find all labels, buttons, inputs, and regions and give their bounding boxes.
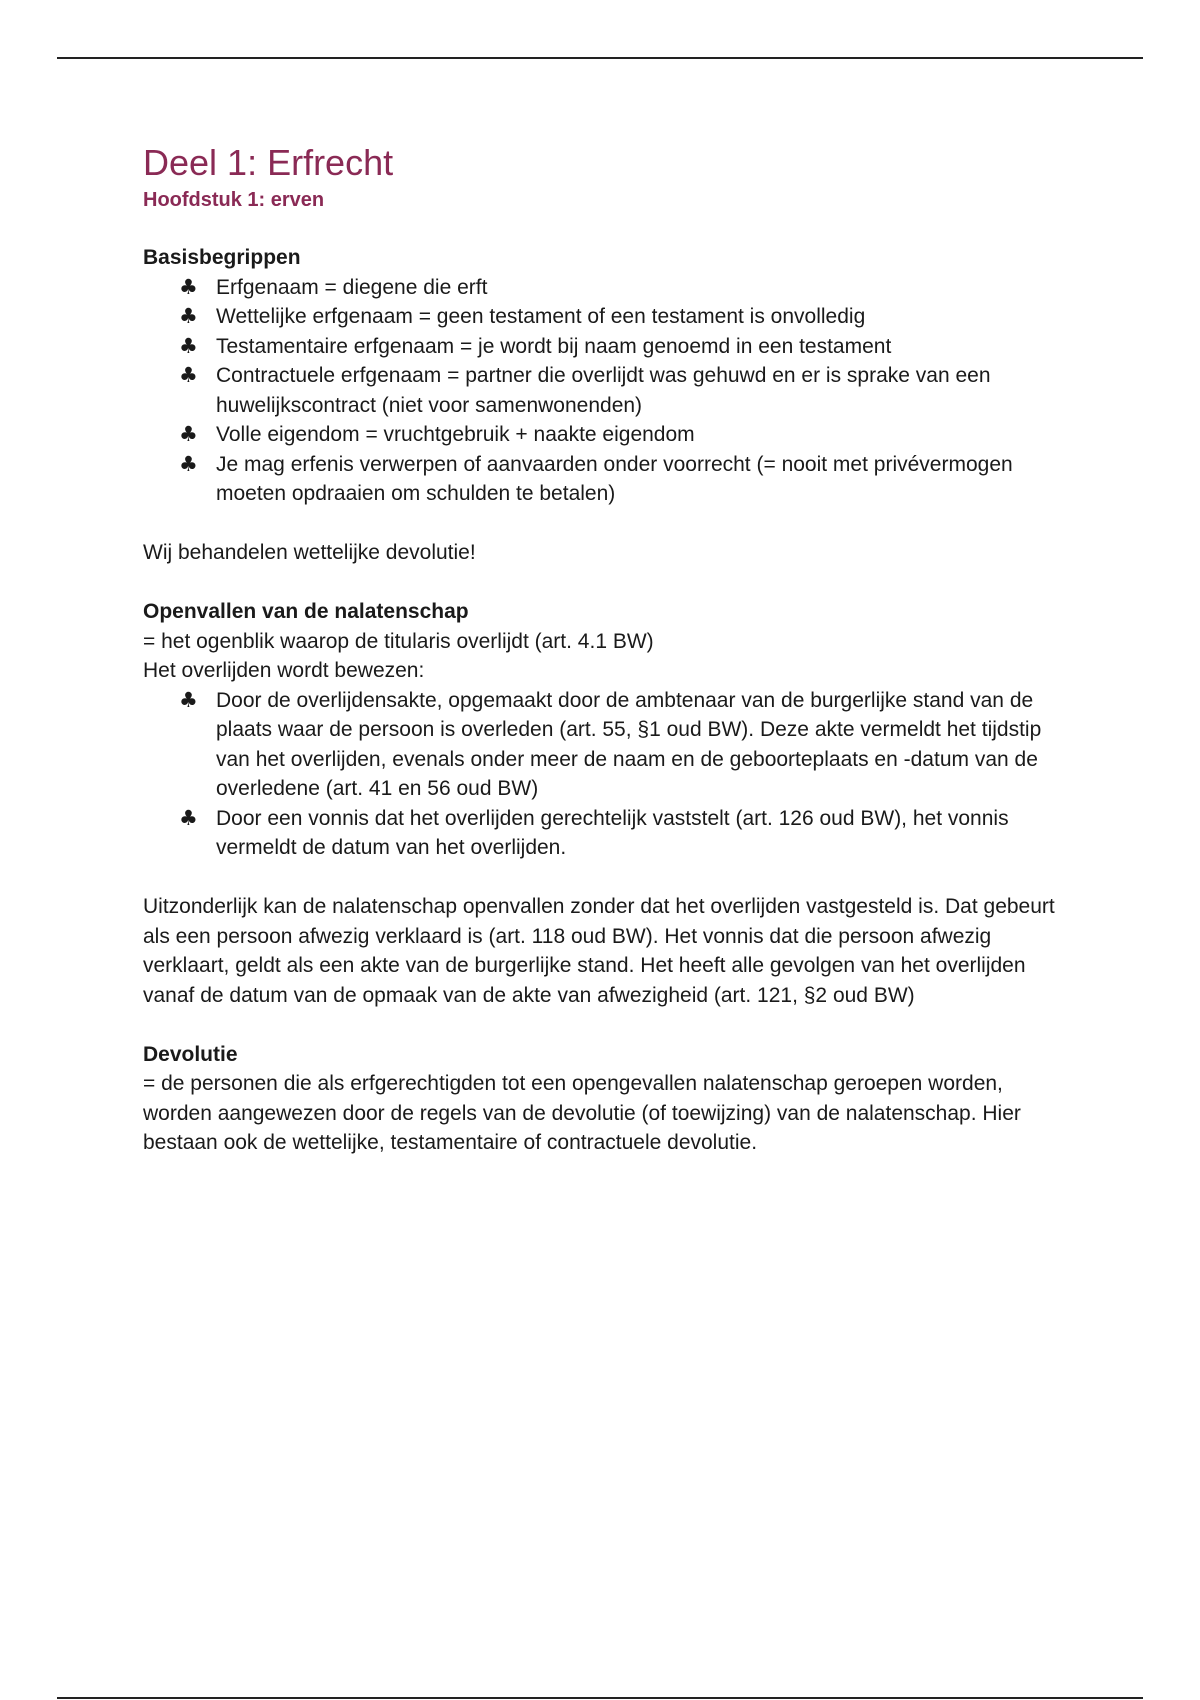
list-item: ♣ Je mag erfenis verwerpen of aanvaarden onder voorrecht (= nooit met privévermogen moeten opdraaien om schulden te betalen): [179, 451, 1013, 505]
document-body: [143, 140, 1073, 1158]
club-bullet-icon: ♣: [179, 304, 198, 328]
list-item: ♣ Door de overlijdensakte, opgemaakt door de ambtenaar van de burgerlijke stand van de plaats waar de persoon is overleden (art. 55, §1 oud BW). Deze akte vermeldt het tijdstip van het overlijden, evenals onder meer de naam en de geboorteplaats en -datum van de overledene (art. 41 en 56 oud BW): [179, 687, 1042, 800]
section-heading-devolutie: Devolutie: [143, 1042, 238, 1066]
club-bullet-icon: ♣: [179, 805, 198, 830]
openvallen-bullet-list: [143, 686, 1073, 863]
list-item: ♣ Erfgenaam = diegene die erft: [143, 273, 1073, 303]
club-bullet-icon: ♣: [179, 422, 198, 446]
list-item: ♣ Volle eigendom = vruchtgebruik + naakte eigendom: [143, 420, 1073, 450]
club-bullet-icon: ♣: [179, 274, 198, 299]
club-bullet-icon: ♣: [179, 363, 198, 387]
openvallen-definition: = het ogenblik waarop de titularis overlijdt (art. 4.1 BW): [143, 629, 654, 653]
section-heading-openvallen: Openvallen van de nalatenschap: [143, 600, 469, 623]
list-item: ♣ Door een vonnis dat het overlijden gerechtelijk vaststelt (art. 126 oud BW), het vonnis vermeldt de datum van het overlijden.: [179, 805, 1009, 859]
afwezigheid-paragraph: Uitzonderlijk kan de nalatenschap openvallen zonder dat het overlijden vastgesteld is. Dat gebeurt als een persoon afwezig verklaard is (art. 118 oud BW). Het vonnis dat die persoon afwezig verklaart, geldt als een akte van de burgerlijke stand. Het heeft alle gevolgen van het overlijden vanaf de datum van de opmaak van de akte van afwezigheid (art. 121, §2 oud BW): [143, 895, 1055, 1007]
list-item: ♣ Contractuele erfgenaam = partner die overlijdt was gehuwd en er is sprake van een huwelijkscontract (niet voor samenwonenden): [179, 363, 991, 417]
wettelijke-devolutie-note: Wij behandelen wettelijke devolutie!: [143, 541, 476, 564]
chapter-subtitle: Hoofdstuk 1: erven: [143, 189, 325, 211]
footer-rule: [57, 1697, 1143, 1699]
basis-bullet-list: [143, 273, 1073, 509]
club-bullet-icon: ♣: [179, 451, 198, 476]
list-item: ♣ Wettelijke erfgenaam = geen testament of een testament is onvolledig: [143, 302, 1073, 332]
section-heading-basisbegrippen: Basisbegrippen: [143, 246, 301, 269]
club-bullet-icon: ♣: [179, 333, 198, 358]
openvallen-intro: Het overlijden wordt bewezen:: [143, 659, 425, 682]
list-item: ♣ Testamentaire erfgenaam = je wordt bij naam genoemd in een testament: [143, 332, 1073, 362]
devolutie-paragraph: = de personen die als erfgerechtigden tot een opengevallen nalatenschap geroepen worden, worden aangewezen door de regels van de devolutie (of toewijzing) van de nalatenschap. Hier bestaan ook de wettelijke, testamentaire of contractuele devolutie.: [143, 1072, 1021, 1154]
club-bullet-icon: ♣: [179, 687, 198, 712]
page-title: Deel 1: Erfrecht: [143, 142, 394, 183]
header-rule: [57, 57, 1143, 59]
